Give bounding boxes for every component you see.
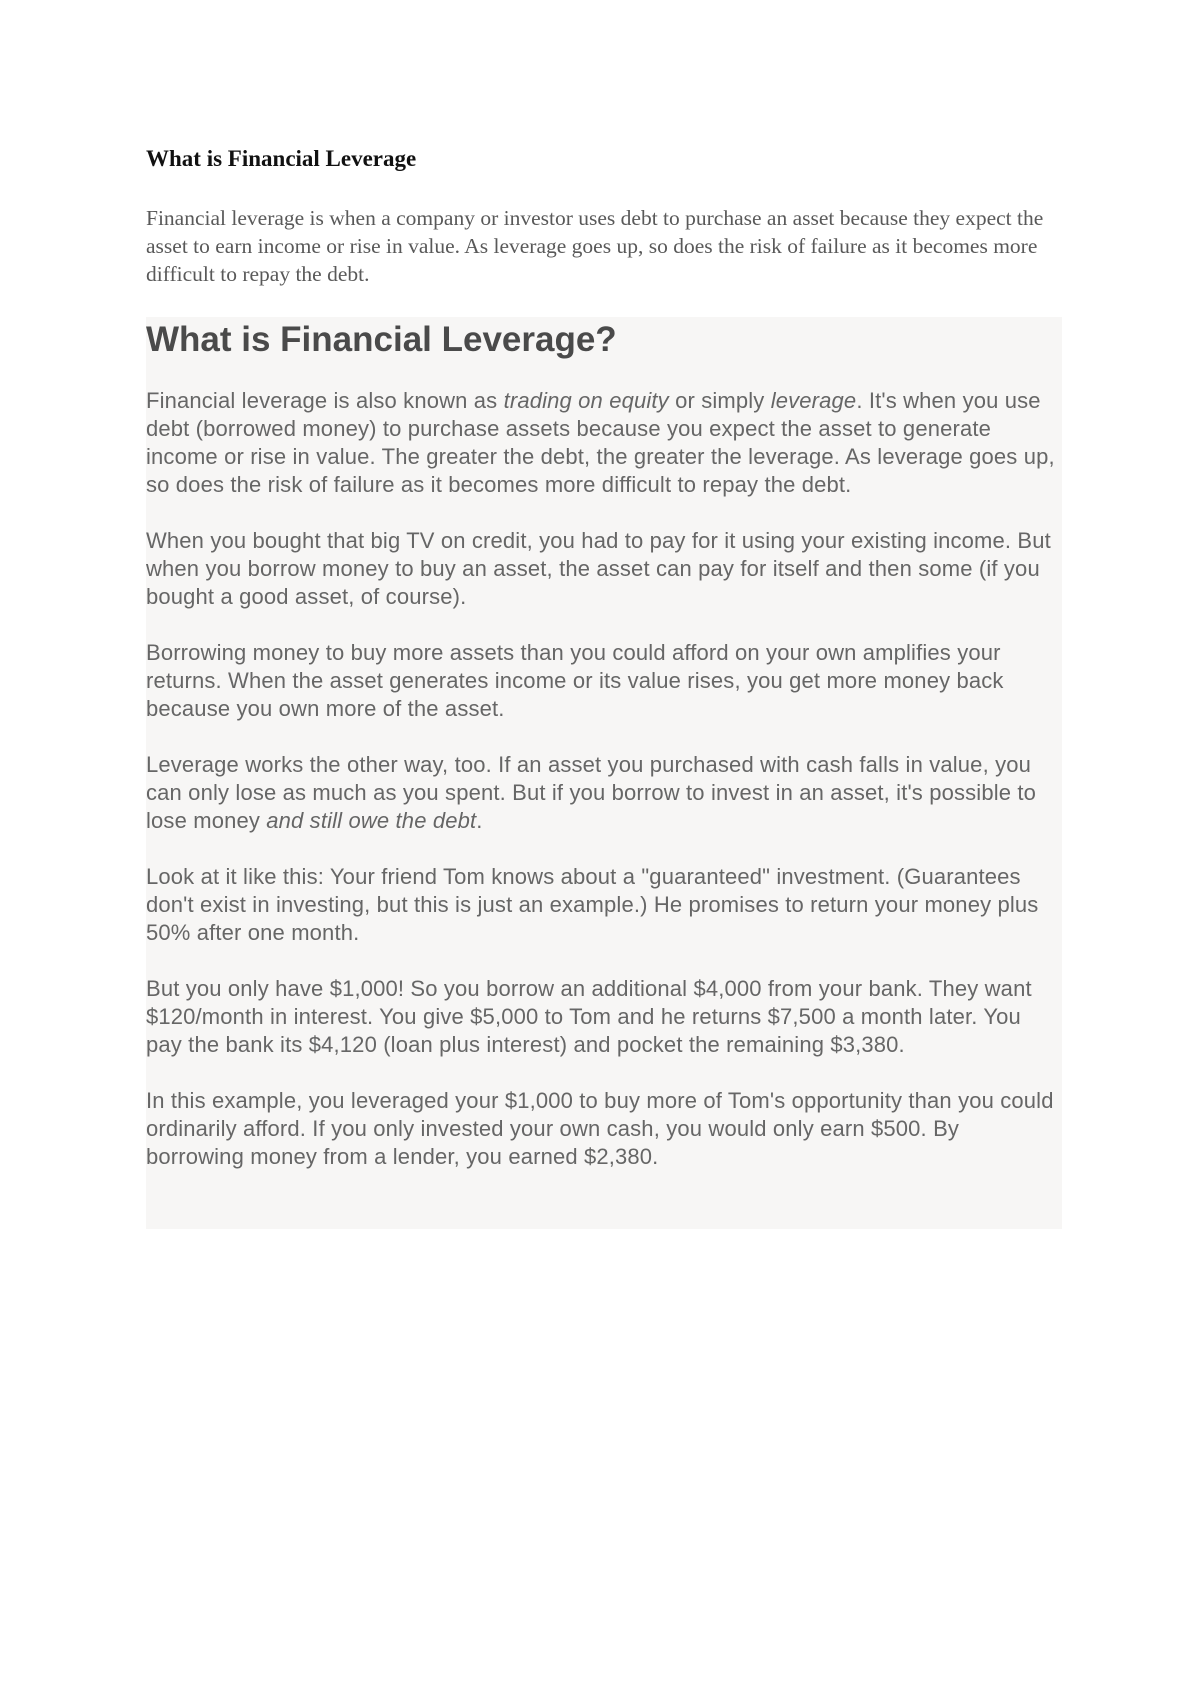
p4-emphasis-debt: and still owe the debt <box>266 808 477 833</box>
article-paragraph-6: But you only have $1,000! So you borrow an additional $4,000 from your bank. They want $120/month in interest. You give $5,000 to Tom and he returns $7,500 a month later. You pay the bank its $4,120 (loan plus interest) and pocket the remaining $3,380. <box>146 976 1032 1057</box>
article-paragraph-5: Look at it like this: Your friend Tom knows about a "guaranteed" investment. (Guarantees don't exist in investing, but this is just an example.) He promises to return your money plus 50% after one month. <box>146 864 1039 945</box>
p4-text-a: Leverage works the other way, too. If an asset you purchased with cash falls in value, you can only lose as much as you spent. But if you borrow to invest in an asset, it's possible to lose money <box>146 752 1037 833</box>
article-paragraph-7: In this example, you leveraged your $1,000 to buy more of Tom's opportunity than you could ordinarily afford. If you only invested your own cash, you would only earn $500. By borrowing money from a lender, you earned $2,380. <box>146 1088 1054 1169</box>
article-paragraph-4 <box>146 751 1062 835</box>
p1-text-c: or simply <box>668 388 771 413</box>
p1-emphasis-leverage: leverage <box>770 388 857 413</box>
article-paragraph-3: Borrowing money to buy more assets than you could afford on your own amplifies your returns. When the asset generates income or its value rises, you get more money back because you own more of the asset. <box>146 640 1004 721</box>
article-paragraph-1 <box>146 387 1062 499</box>
p1-text-a: Financial leverage is also known as <box>146 388 504 413</box>
p4-text-c: . <box>476 808 483 833</box>
article-paragraph-2: When you bought that big TV on credit, you had to pay for it using your existing income. But when you borrow money to buy an asset, the asset can pay for itself and then some (if you bought a good asset, of course). <box>146 528 1051 609</box>
p1-emphasis-trading-on-equity: trading on equity <box>503 388 669 413</box>
article-block <box>146 317 1062 1229</box>
document-summary: Financial leverage is when a company or investor uses debt to purchase an asset because they expect the asset to earn income or rise in value. As leverage goes up, so does the risk of failure as it becomes more difficult to repay the debt. <box>146 206 1044 286</box>
article-heading: What is Financial Leverage? <box>146 320 617 359</box>
document-title: What is Financial Leverage <box>146 146 417 171</box>
p1-text-e: . It's when you use debt (borrowed money) to purchase assets because you expect the asset to generate income or rise in value. The greater the debt, the greater the leverage. As leverage goes up, so does the risk of failure as it becomes more difficult to repay the debt. <box>146 388 1055 497</box>
